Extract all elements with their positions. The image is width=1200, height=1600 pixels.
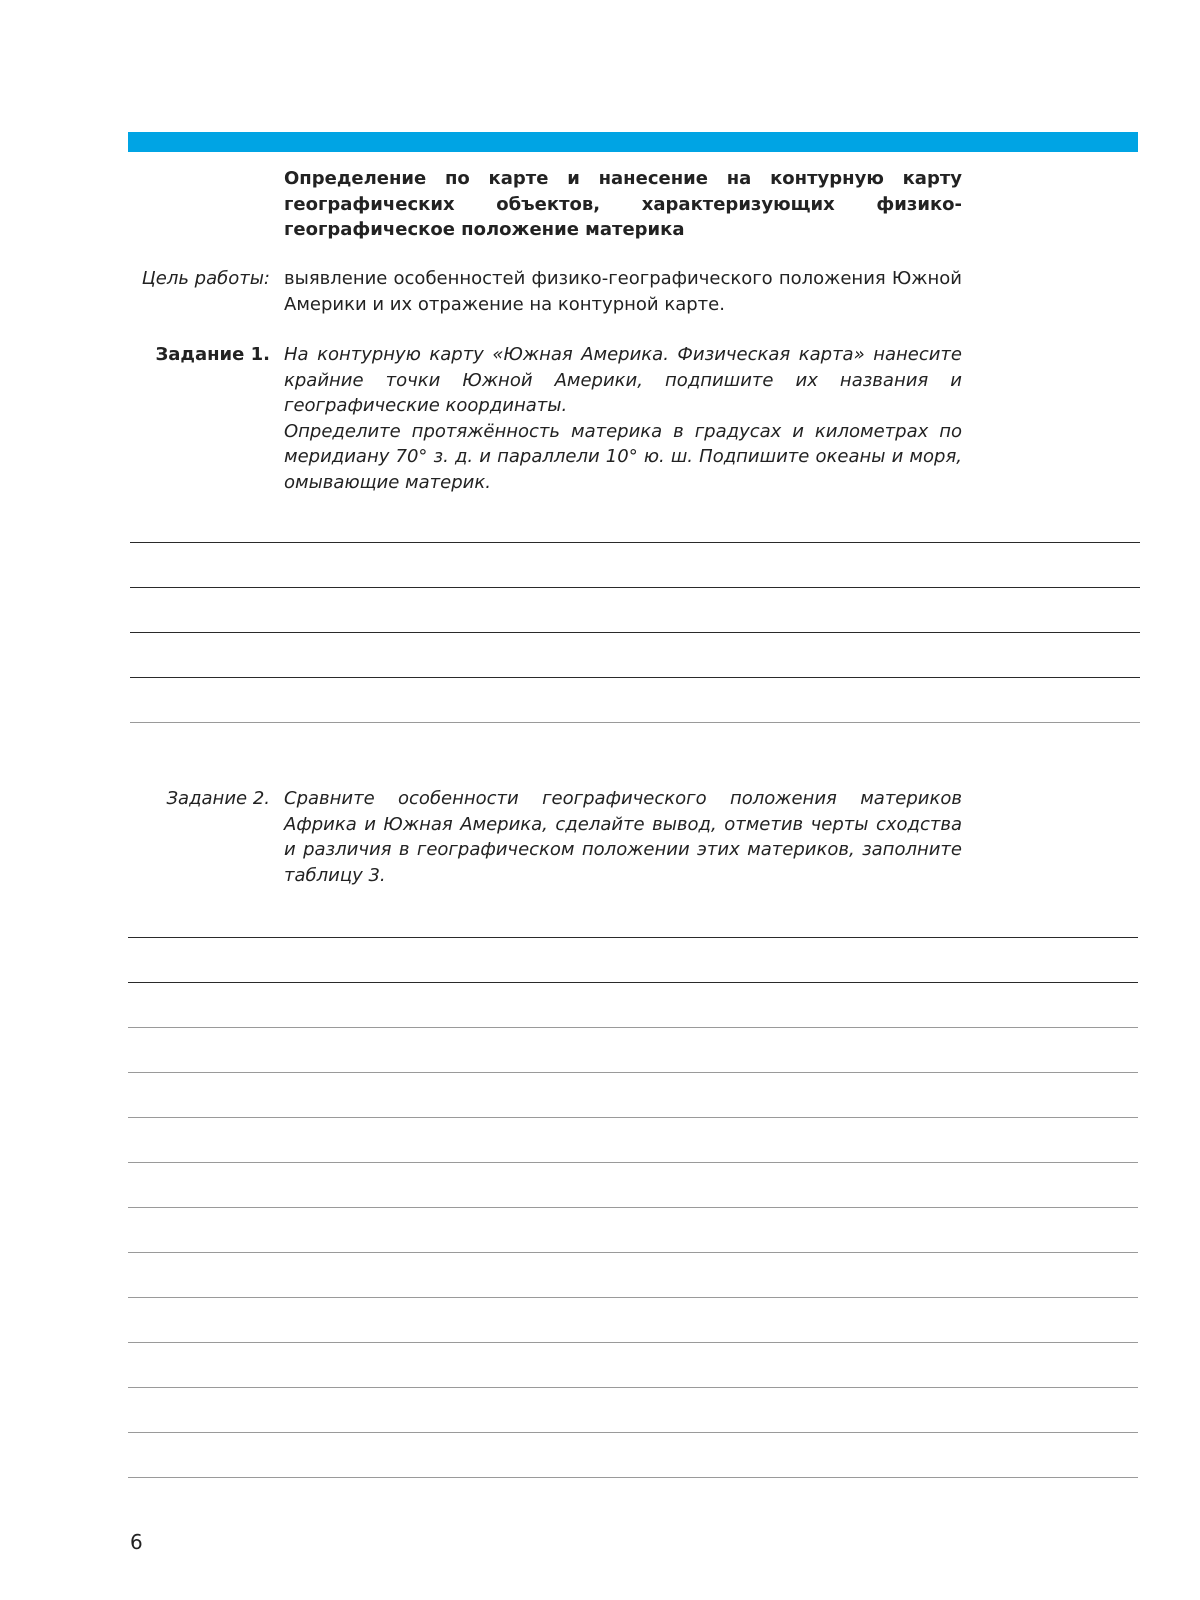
answer-line[interactable] bbox=[130, 542, 1140, 543]
answer-line[interactable] bbox=[128, 1072, 1138, 1073]
task1-paragraph: На контурную карту «Южная Америка. Физическая карта» нанесите крайние точки Южной Америки, подпишите их названия и географические координаты. bbox=[284, 344, 962, 416]
answer-line[interactable] bbox=[128, 982, 1138, 983]
answer-line[interactable] bbox=[128, 1387, 1138, 1388]
answer-line[interactable] bbox=[128, 1297, 1138, 1298]
goal-text: выявление особенностей физико-географического положения Южной Америки и их отражение на контурной карте. bbox=[284, 268, 962, 315]
task1-paragraph: Определите протяжённость материка в градусах и километрах по меридиану 70° з. д. и параллели 10° ю. ш. Подпишите океаны и моря, омывающие материк. bbox=[284, 420, 962, 493]
answer-line[interactable] bbox=[130, 587, 1140, 588]
task1-text bbox=[284, 342, 962, 495]
answer-line[interactable] bbox=[128, 1162, 1138, 1163]
answer-line[interactable] bbox=[130, 632, 1140, 633]
header-accent-bar bbox=[128, 132, 1138, 152]
answer-line[interactable] bbox=[128, 1117, 1138, 1118]
answer-line[interactable] bbox=[128, 1207, 1138, 1208]
answer-line[interactable] bbox=[128, 1252, 1138, 1253]
answer-line[interactable] bbox=[130, 677, 1140, 678]
task2-label: Задание 2. bbox=[166, 788, 270, 809]
page-number: 6 bbox=[130, 1530, 143, 1554]
task2-text: Сравните особенности географического положения материков Африка и Южная Америка, сделайте вывод, отметив черты сходства и различия в географическом положении этих материков, заполните таблицу 3. bbox=[284, 788, 962, 886]
answer-line[interactable] bbox=[128, 1477, 1138, 1478]
task1-label: Задание 1. bbox=[155, 344, 270, 365]
answer-line[interactable] bbox=[128, 937, 1138, 938]
answer-line[interactable] bbox=[130, 722, 1140, 723]
answer-line[interactable] bbox=[128, 1027, 1138, 1028]
goal-label: Цель работы: bbox=[141, 268, 270, 289]
answer-line[interactable] bbox=[128, 1342, 1138, 1343]
answer-line[interactable] bbox=[128, 1432, 1138, 1433]
page-title: Определение по карте и нанесение на контурную карту географических объектов, характеризующих физико-географическое положение материка bbox=[284, 168, 962, 240]
